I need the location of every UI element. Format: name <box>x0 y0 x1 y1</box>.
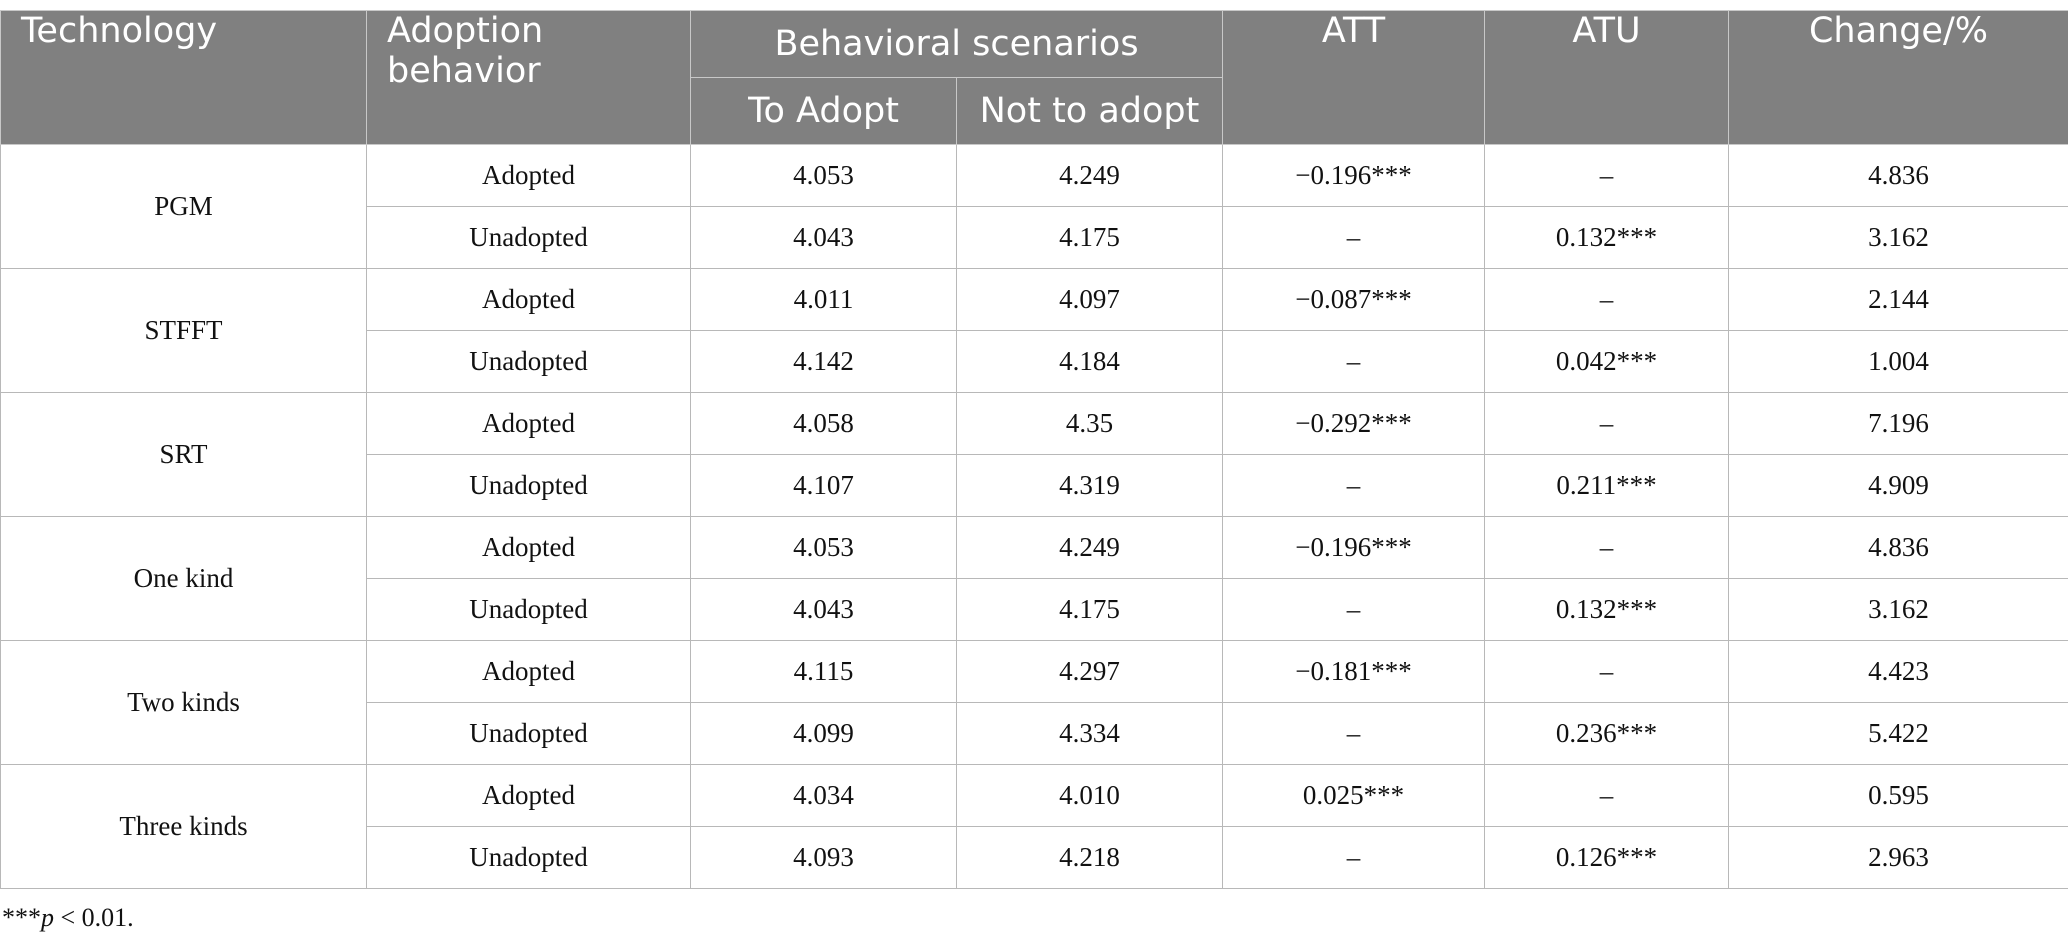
table-row <box>1 145 2068 207</box>
change-cell: 3.162 <box>1729 579 2068 641</box>
atu-cell: 0.126*** <box>1485 827 1729 889</box>
table-footnote <box>2 903 134 933</box>
atu-cell: 0.132*** <box>1485 579 1729 641</box>
att-cell: – <box>1223 331 1485 393</box>
technology-cell: SRT <box>1 393 367 517</box>
change-cell: 7.196 <box>1729 393 2068 455</box>
change-cell: 4.423 <box>1729 641 2068 703</box>
behavior-cell: Unadopted <box>367 455 691 517</box>
to-adopt-cell: 4.142 <box>691 331 957 393</box>
behavior-cell: Unadopted <box>367 331 691 393</box>
header-change: Change/% <box>1729 11 2068 145</box>
not-to-adopt-cell: 4.297 <box>957 641 1223 703</box>
to-adopt-cell: 4.043 <box>691 579 957 641</box>
att-cell: 0.025*** <box>1223 765 1485 827</box>
header-not-to-adopt: Not to adopt <box>957 78 1223 145</box>
to-adopt-cell: 4.058 <box>691 393 957 455</box>
att-cell: −0.292*** <box>1223 393 1485 455</box>
att-cell: −0.087*** <box>1223 269 1485 331</box>
results-table <box>0 10 2068 889</box>
atu-cell: 0.211*** <box>1485 455 1729 517</box>
to-adopt-cell: 4.099 <box>691 703 957 765</box>
to-adopt-cell: 4.053 <box>691 517 957 579</box>
header-technology: Technology <box>1 11 367 145</box>
technology-cell: Three kinds <box>1 765 367 889</box>
footnote-threshold: < 0.01. <box>54 903 134 932</box>
table-row <box>1 393 2068 455</box>
not-to-adopt-cell: 4.097 <box>957 269 1223 331</box>
change-cell: 1.004 <box>1729 331 2068 393</box>
atu-cell: 0.042*** <box>1485 331 1729 393</box>
atu-cell: – <box>1485 145 1729 207</box>
behavior-cell: Unadopted <box>367 703 691 765</box>
not-to-adopt-cell: 4.010 <box>957 765 1223 827</box>
att-cell: – <box>1223 455 1485 517</box>
behavior-cell: Adopted <box>367 517 691 579</box>
header-behavioral-scenarios: Behavioral scenarios <box>691 11 1223 78</box>
behavior-cell: Unadopted <box>367 827 691 889</box>
change-cell: 0.595 <box>1729 765 2068 827</box>
technology-cell: Two kinds <box>1 641 367 765</box>
change-cell: 5.422 <box>1729 703 2068 765</box>
change-cell: 4.836 <box>1729 517 2068 579</box>
technology-cell: PGM <box>1 145 367 269</box>
technology-cell: STFFT <box>1 269 367 393</box>
header-to-adopt: To Adopt <box>691 78 957 145</box>
header-atu: ATU <box>1485 11 1729 145</box>
not-to-adopt-cell: 4.319 <box>957 455 1223 517</box>
behavior-cell: Adopted <box>367 145 691 207</box>
behavior-cell: Adopted <box>367 269 691 331</box>
table-row <box>1 517 2068 579</box>
not-to-adopt-cell: 4.175 <box>957 207 1223 269</box>
atu-cell: 0.132*** <box>1485 207 1729 269</box>
header-adoption-behavior: Adoption behavior <box>367 11 691 145</box>
to-adopt-cell: 4.043 <box>691 207 957 269</box>
atu-cell: – <box>1485 393 1729 455</box>
att-cell: −0.181*** <box>1223 641 1485 703</box>
change-cell: 2.144 <box>1729 269 2068 331</box>
table-body <box>1 145 2068 889</box>
technology-cell: One kind <box>1 517 367 641</box>
att-cell: −0.196*** <box>1223 517 1485 579</box>
change-cell: 3.162 <box>1729 207 2068 269</box>
to-adopt-cell: 4.053 <box>691 145 957 207</box>
atu-cell: – <box>1485 517 1729 579</box>
table-row <box>1 269 2068 331</box>
atu-cell: – <box>1485 641 1729 703</box>
change-cell: 4.836 <box>1729 145 2068 207</box>
att-cell: – <box>1223 827 1485 889</box>
not-to-adopt-cell: 4.249 <box>957 517 1223 579</box>
not-to-adopt-cell: 4.184 <box>957 331 1223 393</box>
behavior-cell: Adopted <box>367 641 691 703</box>
not-to-adopt-cell: 4.35 <box>957 393 1223 455</box>
not-to-adopt-cell: 4.249 <box>957 145 1223 207</box>
to-adopt-cell: 4.034 <box>691 765 957 827</box>
not-to-adopt-cell: 4.218 <box>957 827 1223 889</box>
atu-cell: – <box>1485 269 1729 331</box>
att-cell: – <box>1223 579 1485 641</box>
to-adopt-cell: 4.107 <box>691 455 957 517</box>
att-cell: – <box>1223 703 1485 765</box>
att-cell: – <box>1223 207 1485 269</box>
atu-cell: 0.236*** <box>1485 703 1729 765</box>
table-row <box>1 641 2068 703</box>
to-adopt-cell: 4.011 <box>691 269 957 331</box>
footnote-p-symbol: p <box>41 903 54 932</box>
table-header <box>1 11 2068 145</box>
not-to-adopt-cell: 4.334 <box>957 703 1223 765</box>
to-adopt-cell: 4.115 <box>691 641 957 703</box>
to-adopt-cell: 4.093 <box>691 827 957 889</box>
behavior-cell: Unadopted <box>367 207 691 269</box>
behavior-cell: Adopted <box>367 765 691 827</box>
change-cell: 4.909 <box>1729 455 2068 517</box>
not-to-adopt-cell: 4.175 <box>957 579 1223 641</box>
att-cell: −0.196*** <box>1223 145 1485 207</box>
footnote-stars: *** <box>2 903 41 932</box>
behavior-cell: Adopted <box>367 393 691 455</box>
change-cell: 2.963 <box>1729 827 2068 889</box>
behavior-cell: Unadopted <box>367 579 691 641</box>
atu-cell: – <box>1485 765 1729 827</box>
table-row <box>1 765 2068 827</box>
header-att: ATT <box>1223 11 1485 145</box>
